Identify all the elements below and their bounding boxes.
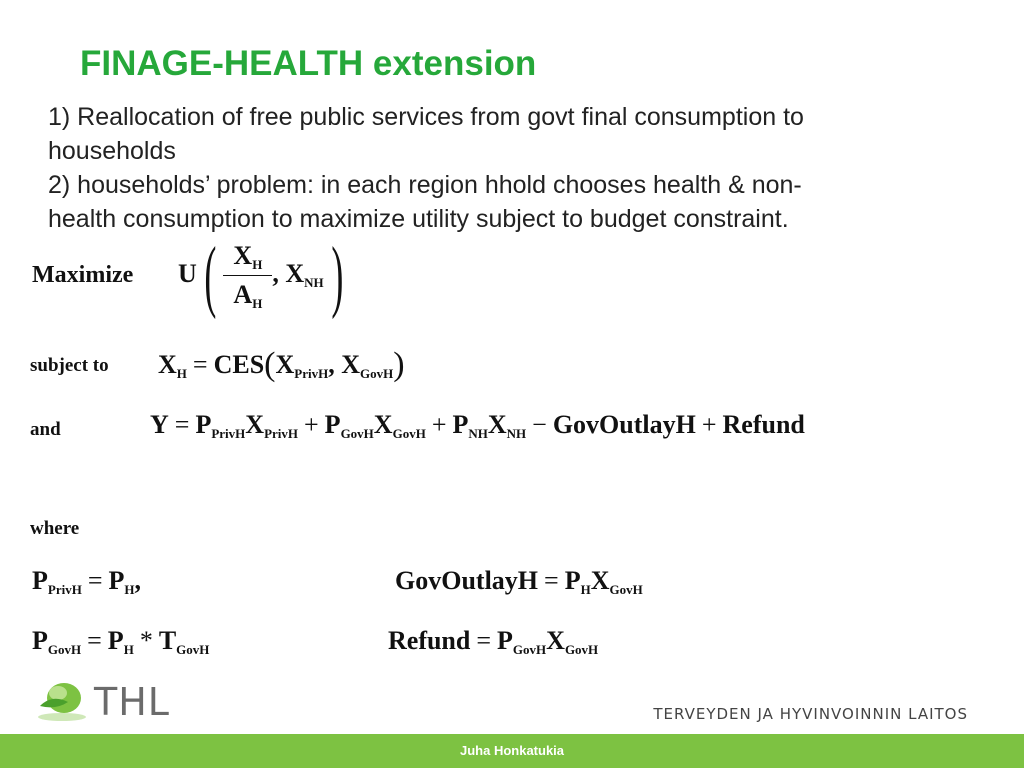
point-1-line-1: 1) Reallocation of free public services from govt final consumption to — [48, 103, 804, 131]
intro-text — [48, 100, 948, 236]
point-2-line-1: 2) households’ problem: in each region hhold chooses health & non- — [48, 171, 802, 199]
subject-to-label: subject to — [30, 355, 109, 376]
ces-equation: $X_H = CES(X_{PrivH}$, $X_{GovH}$) — [158, 346, 405, 383]
utility-equation: U( $\frac{X_H}{A_H}$ , $X_{NH}$) — [178, 232, 343, 320]
price-privh-equation: $P_{PrivH} = P_H$, — [32, 566, 142, 597]
slide-title: FINAGE-HEALTH extension — [80, 44, 537, 83]
point-2-line-2: health consumption to maximize utility subject to budget constraint. — [48, 205, 789, 233]
where-label: where — [30, 518, 80, 539]
utility-symbol: U — [178, 258, 197, 288]
budget-equation: $Y = P_{PrivH}X_{PrivH} + P_{GovH}X_{GovH} + P_{NH}X_{NH}$ − GovOutlayH + Refund — [150, 410, 805, 441]
thl-leaf-logo-icon — [34, 676, 90, 724]
and-label: and — [30, 419, 61, 440]
point-1-line-2: households — [48, 137, 176, 165]
maximize-label: Maximize — [32, 262, 134, 288]
health-fraction: $\frac{X_H}{A_H}$ — [223, 241, 272, 312]
price-govh-equation: $P_{GovH} = P_H * T_{GovH}$ — [32, 626, 210, 657]
author-name: Juha Honkatukia — [459, 743, 565, 758]
thl-logo-text: THL — [94, 680, 170, 724]
govoutlay-equation: GovOutlayH = $P_HX_{GovH}$ — [395, 566, 643, 597]
refund-equation: Refund = $P_{GovH}X_{GovH}$ — [388, 626, 599, 657]
organization-name: TERVEYDEN JA HYVINVOINNIN LAITOS — [653, 705, 968, 723]
